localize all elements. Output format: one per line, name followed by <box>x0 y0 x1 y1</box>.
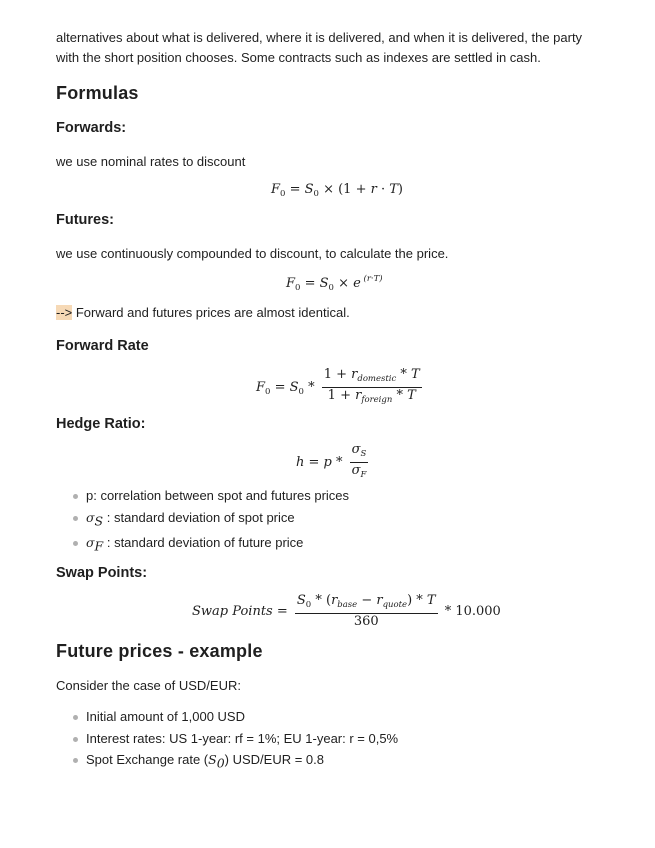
list-item: Interest rates: US 1-year: rf = 1%; EU 1-year: r = 0,5% <box>86 728 398 750</box>
hedge-ratio-heading: Hedge Ratio: <box>56 416 146 432</box>
note-text: Forward and futures prices are almost identical. <box>72 305 350 320</box>
example-list <box>70 706 398 774</box>
forward-rate-fraction: $\frac{1 + r_{domestic} * T}{1 + r_{foreign} * T}$ <box>323 367 420 405</box>
futures-text: we use continuously compounded to discount, to calculate the price. <box>56 246 449 261</box>
list-item: Spot Exchange rate $(S_0) USD/EUR = 0.8$ <box>86 749 398 774</box>
forwards-text: we use nominal rates to discount <box>56 154 246 169</box>
swap-points-formula: Swap Points = $\frac{S_0 * (r_{base} - r_{quote}) * T}{360}$ * 10.000 <box>192 593 501 629</box>
forward-rate-formula: $F_0 = S_0$ * $\frac{1 + r_{domestic} * T}{1 + r_{foreign} * T}$ <box>256 367 420 405</box>
forward-rate-heading: Forward Rate <box>56 338 149 354</box>
arrow-highlight: --> <box>56 305 73 320</box>
formulas-heading: Formulas <box>56 83 139 103</box>
swap-points-heading: Swap Points: <box>56 565 148 581</box>
list-item: $\sigma_S$ : standard deviation of spot price <box>86 507 349 532</box>
list-item: p: correlation between spot and futures prices <box>86 485 349 507</box>
intro-paragraph: alternatives about what is delivered, where it is delivered, and when it is delivered, the party with the short position chooses. Some contracts such as indexes are settled in cash. <box>56 30 583 65</box>
forwards-heading: Forwards: <box>56 120 127 136</box>
list-item: Initial amount of 1,000 USD <box>86 706 398 728</box>
note-line <box>56 305 350 320</box>
example-heading: Future prices - example <box>56 641 263 661</box>
hedge-ratio-fraction: $\frac{\sigma_S}{\sigma_F}$ <box>351 442 367 480</box>
hedge-ratio-formula: h = p * $\frac{\sigma_S}{\sigma_F}$ <box>296 442 367 480</box>
example-text: Consider the case of USD/EUR: <box>56 678 241 693</box>
list-item: $\sigma_F$ : standard deviation of future price <box>86 532 349 557</box>
futures-heading: Futures: <box>56 212 114 228</box>
swap-points-fraction: $\frac{S_0 * (r_{base} - r_{quote}) * T}{360}$ <box>296 593 436 629</box>
hedge-ratio-list <box>70 485 349 557</box>
forwards-formula: $F_0 = S_0 \times (1 + r \cdot T)$ <box>271 182 403 199</box>
futures-formula: $F_0 = S_0 \times e$ $^{(r\cdot T)}$ <box>286 274 383 293</box>
